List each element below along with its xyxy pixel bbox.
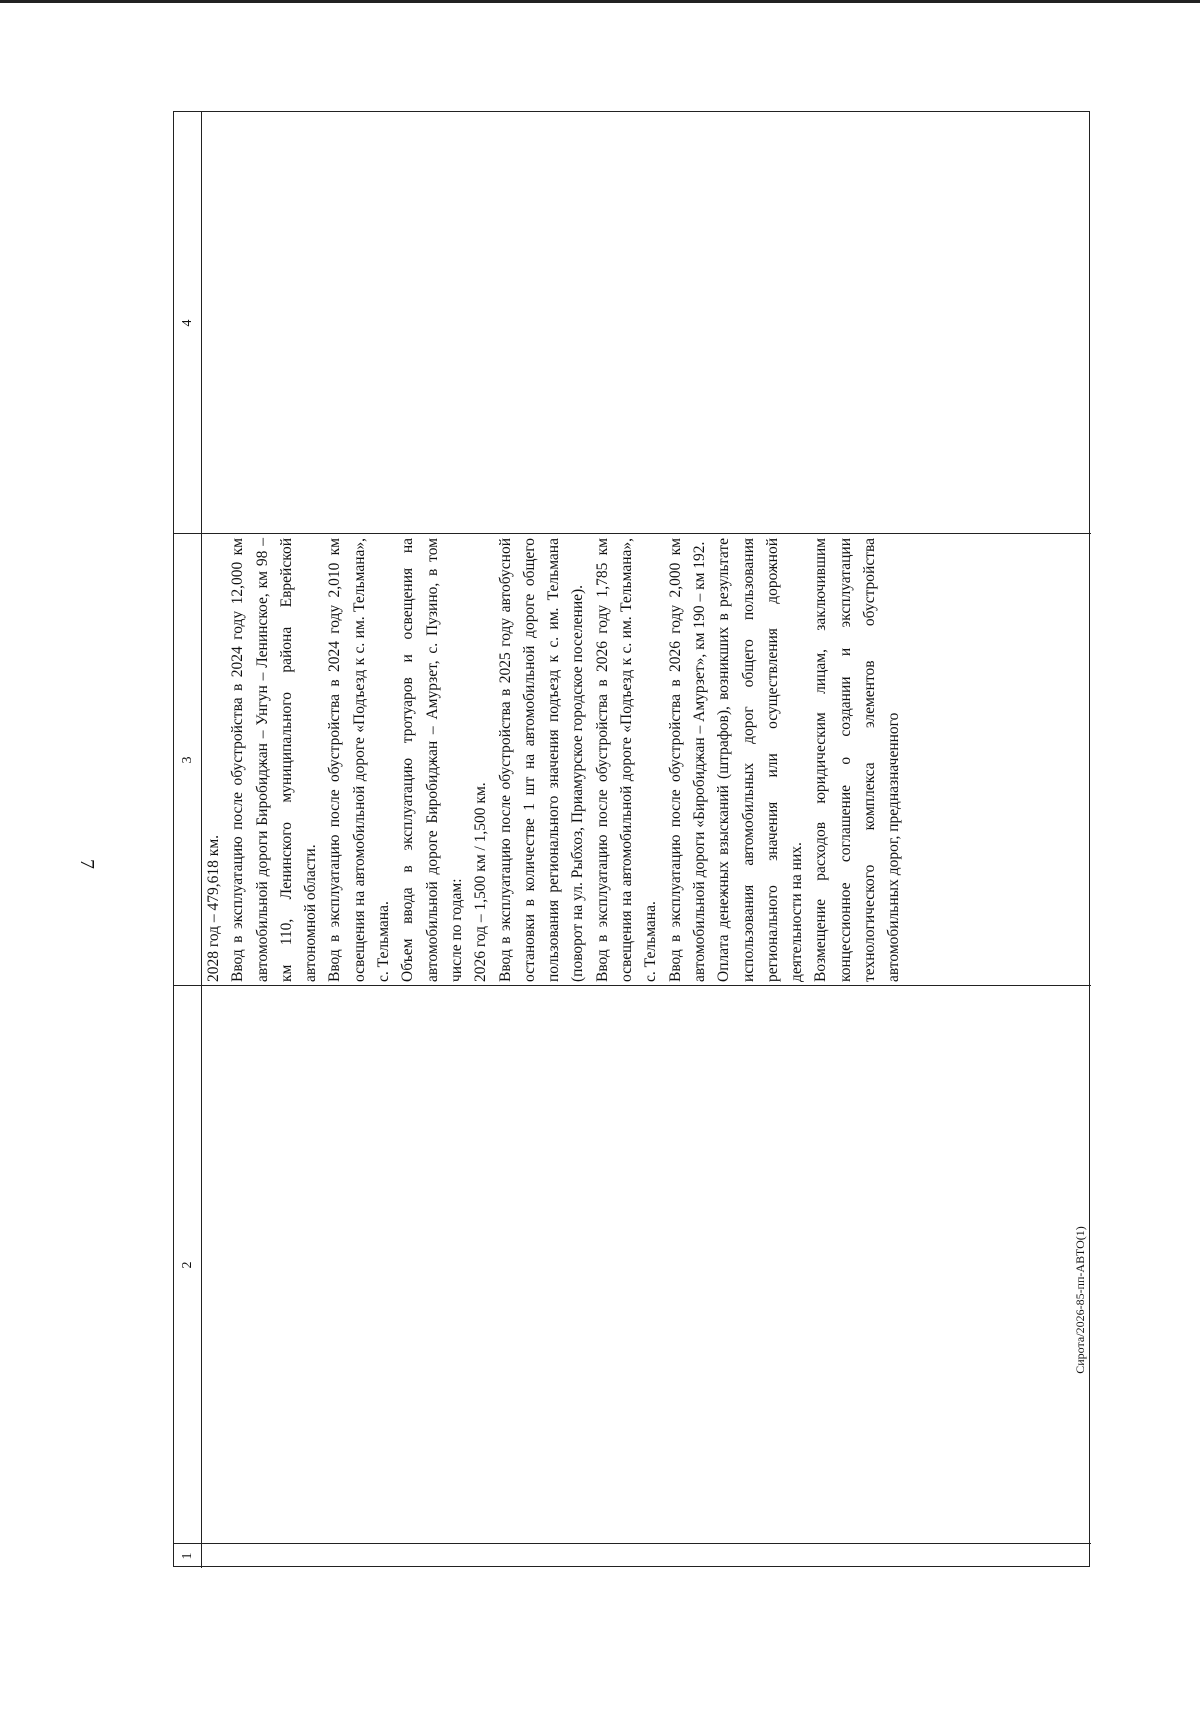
- cell-paragraph: Ввод в эксплуатацию после обустройства в 2026 году 2,000 км автомобильной дороги «Биробиджан – Амурзет», км 190 – км 192.: [666, 538, 708, 982]
- column-3-content: [202, 534, 907, 986]
- page-number: 7: [76, 859, 98, 869]
- table-rotated-content: [174, 112, 1091, 1568]
- cell-paragraph: Возмещение расходов юридическим лицам, заключившим концессионное соглашение о создании и эксплуатации технологического комплекса элементов обустройства автомобильных дорог, предназначенного: [812, 538, 903, 982]
- table-header-row: [174, 112, 202, 1568]
- scan-edge: [0, 0, 1200, 3]
- header-col-3: 3: [180, 756, 195, 764]
- cell-paragraph: Оплата денежных взысканий (штрафов), возникших в результате использования автомобильных дорог общего пользования регионального значения или осуществления дорожной деятельности на них.: [715, 538, 806, 982]
- cell-paragraph: Ввод в эксплуатацию после обустройства в 2025 году автобусной остановки в количестве 1 шт на автомобильной дороге общего пользования регионального значения подъезд к с. им. Тельмана (поворот на ул. Рыбхоз, Приамурское городское поселение).: [496, 538, 587, 982]
- cell-paragraph: Ввод в эксплуатацию после обустройства в 2026 году 1,785 км освещения на автомобильной дороге «Подъезд к с. им. Тельмана», с. Тельмана.: [593, 538, 660, 982]
- header-col-1: 1: [180, 1552, 195, 1560]
- cell-paragraph: Объем ввода в эксплуатацию тротуаров и освещения на автомобильной дороге Биробиджан – Амурзет, с. Пузино, в том числе по годам:: [399, 538, 465, 982]
- header-col-4: 4: [180, 319, 195, 327]
- table: [173, 111, 1090, 1567]
- column-divider: [174, 1543, 1091, 1544]
- cell-paragraph: 2028 год – 479,618 км.: [205, 834, 222, 982]
- header-col-2: 2: [180, 1261, 195, 1269]
- cell-paragraph: 2026 год – 1,500 км / 1,500 км.: [472, 782, 490, 982]
- footer-code: Сирота/2026-85-пп-АВТО(1): [1073, 1226, 1087, 1374]
- cell-paragraph: Ввод в эксплуатацию после обустройства в 2024 году 2,010 км освещения на автомобильной дороге «Подъезд к с. им. Тельмана», с. Тельмана.: [326, 538, 393, 982]
- cell-paragraph: Ввод в эксплуатацию после обустройства в 2024 году 12,000 км автомобильной дороги Биробиджан – Унгун – Ленинское, км 98 – км 110, Ленинского муниципального района Еврейской автономной области.: [229, 538, 320, 982]
